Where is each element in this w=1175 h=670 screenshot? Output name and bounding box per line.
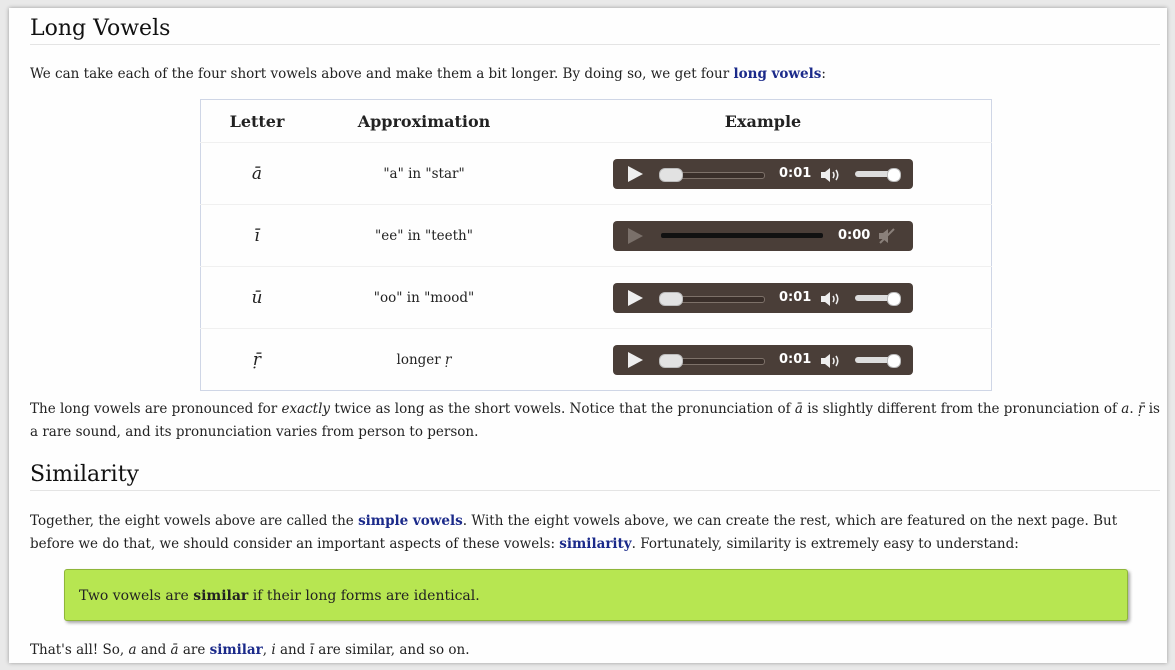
volume-handle[interactable] — [887, 354, 901, 368]
audio-player — [613, 221, 913, 251]
table-header-row — [201, 100, 992, 143]
table-row — [201, 267, 992, 329]
table-row — [201, 205, 992, 267]
volume-handle[interactable] — [887, 168, 901, 182]
vowel-approximation: longer ṛ — [313, 329, 535, 391]
time-display: 0:01 — [779, 165, 812, 181]
audio-player — [613, 345, 913, 375]
long-vowels-table — [200, 99, 992, 391]
vowel-letter: ā — [201, 143, 314, 205]
link-similarity[interactable]: similarity — [559, 536, 632, 552]
long-vowels-paragraph: The long vowels are pronounced for exactly twice as long as the short vowels. Notice that the pronunciation of ā is slightly different from the pronunciation of a. ṝ is a rare sound, and its pronunciation varies from person to person. — [30, 401, 1160, 440]
time-display: 0:01 — [779, 289, 812, 305]
definition-callout: Two vowels are similar if their long forms are identical. — [64, 569, 1128, 621]
volume-handle[interactable] — [887, 292, 901, 306]
example-cell — [535, 329, 992, 391]
heading-similarity: Similarity — [30, 462, 1160, 491]
intro-paragraph: We can take each of the four short vowels above and make them a bit longer. By doing so, we get four long vowels: — [30, 66, 826, 82]
heading-long-vowels: Long Vowels — [30, 16, 1160, 45]
play-icon[interactable] — [628, 228, 643, 244]
link-similar[interactable]: similar — [209, 642, 263, 658]
volume-icon[interactable] — [820, 167, 842, 183]
vowel-approximation: "ee" in "teeth" — [313, 205, 535, 267]
play-icon[interactable] — [628, 166, 643, 182]
similarity-paragraph: Together, the eight vowels above are called the simple vowels. With the eight vowels above, we can create the rest, which are featured on the next page. But before we do that, we should consider an important aspects of these vowels: similarity. Fortunately, similarity is extremely easy to understand: — [30, 513, 1118, 552]
play-icon[interactable] — [628, 352, 643, 368]
audio-player — [613, 283, 913, 313]
link-long-vowels[interactable]: long vowels — [733, 66, 822, 82]
volume-icon[interactable] — [820, 353, 842, 369]
header-letter: Letter — [229, 111, 285, 131]
header-approximation: Approximation — [357, 111, 491, 131]
seek-handle[interactable] — [659, 354, 683, 368]
play-icon[interactable] — [628, 290, 643, 306]
table-row — [201, 329, 992, 391]
link-simple-vowels[interactable]: simple vowels — [358, 513, 463, 529]
header-example: Example — [724, 111, 802, 131]
seek-bar[interactable] — [661, 233, 823, 238]
example-cell — [535, 143, 992, 205]
volume-icon[interactable] — [820, 291, 842, 307]
time-display: 0:01 — [779, 351, 812, 367]
conclusion-paragraph: That's all! So, a and ā are similar, i and ī are similar, and so on. — [30, 642, 470, 658]
muted-icon[interactable] — [877, 227, 897, 245]
vowel-letter: ī — [201, 205, 314, 267]
example-cell — [535, 267, 992, 329]
seek-handle[interactable] — [659, 292, 683, 306]
vowel-letter: ṝ — [201, 329, 314, 391]
seek-handle[interactable] — [659, 168, 683, 182]
vowel-letter: ū — [201, 267, 314, 329]
page — [9, 8, 1167, 663]
example-cell — [535, 205, 992, 267]
time-display: 0:00 — [838, 227, 871, 243]
table-row — [201, 143, 992, 205]
vowel-approximation: "oo" in "mood" — [313, 267, 535, 329]
audio-player — [613, 159, 913, 189]
vowel-approximation: "a" in "star" — [313, 143, 535, 205]
